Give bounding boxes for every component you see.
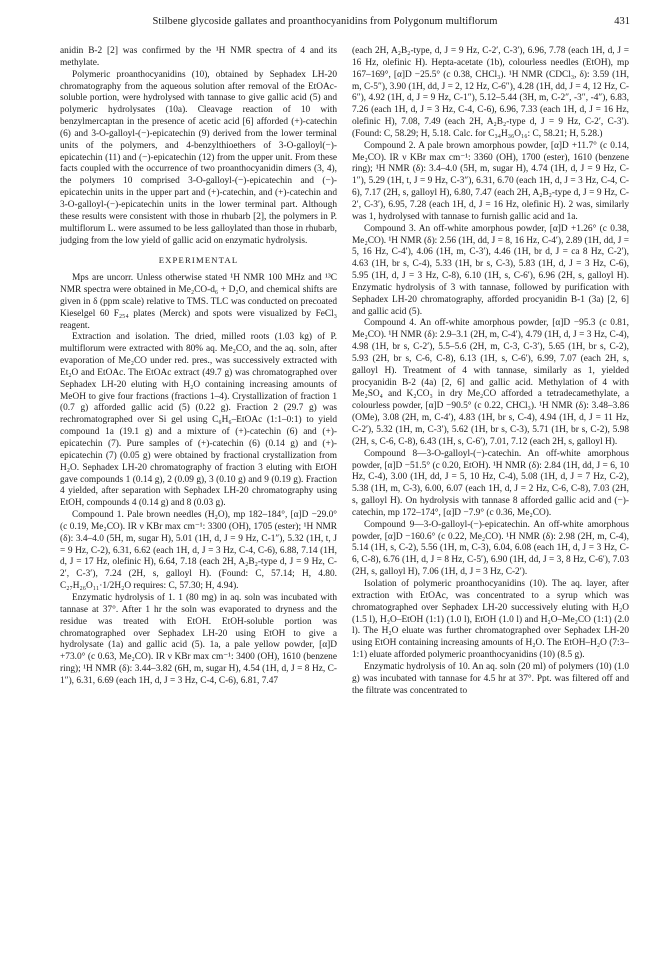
paragraph-compound-2: Compound 2. A pale brown amorphous powder, [α]D +11.7° (c 0.14, Me₂CO). IR ν KBr max cm⁻¹: 3360 (OH), 1700 (ester), 1610 (benzene ring); ¹H NMR (δ): 3.4–4.0 (5H, m, sugar H), 4.74 (1H, d, J = 9 Hz, C-1″), 5.29 (1H, t, J = 9 Hz, C-3″), 6.31, 6.70 (each 1H, d, J = 3 Hz, C-4, C-6), 7.17 (2H, s, galloyl H), 6.80, 7.47 (each 2H, A₂B₂-type d, J = 9 Hz, C-2′, C-3′), 6.95, 7.28 (each 1H, d, J = 16 Hz, olefinic H). 2 was, similarly was 1, hydrolysed with tannase to furnish gallic acid and 1a. bbox=[352, 140, 629, 222]
paragraph-polymeric-proanthocyanidins: Polymeric proanthocyanidins (10), obtained by Sephadex LH-20 chromatography from the aqueous solution after removal of the EtOAc-soluble portion, were hydrolysed with tannase to give gallic acid (5) and polymeric hydrolysates (10a). Cleavage reaction of 10 with benzylmercaptan in the presence of acetic acid [6] afforded (+)-catechin (6) and 3-O-galloyl-(−)-epicatechin (9) derived from the lower terminal units of the polymers, and 4-benzylthioethers of 3-O-galloyl(−)-epicatechin (11) and (−)-epicatechin (12) from the upper unit. From these facts coupled with the occurrence of two proanthocyanidin dimers (3, 4), the polymers 10 comprised 3-O-galloyl-(−)-epicatechin and (−)-epicatechin units in the upper part and (+)-catechin, and (+)-catechin and 3-O-galloyl-(−)-epicatechin units in the lower terminal part. Although these results were consistent with those in rhubarb [2], the polymers in P. multiflorum L. were assumed to be less galloylated than those in rhubarb, judging from the low yield of gallic acid on enzymatic hydrolysis. bbox=[60, 69, 337, 246]
paragraph-hydrolysis-10: Enzymatic hydrolysis of 10. An aq. soln (20 ml) of polymers (10) (1.0 g) was incubated with tannase for 4.5 hr at 37°. Ppt. was filtered off and the filtrate was concentrated to bbox=[352, 661, 629, 696]
paragraph-compound-9: Compound 9—3-O-galloyl-(−)-epicatechin. An off-white amorphous powder, [α]D −160.6° (c 0.22, Me₂CO). ¹H NMR (δ): 2.98 (2H, m, C-4), 5.14 (1H, s, C-2), 5.56 (1H, m, C-3), 6.04, 6.08 (each 1H, d, J = 3 Hz, C-6, C-8), 6.76 (1H, d, J = 8 Hz, C-5′), 6.90 (1H, dd, J = 3, 8 Hz, C-6′), 7.03 (2H, s, galloyl H), 7.06 (1H, d, J = 3 Hz, C-2′). bbox=[352, 519, 629, 578]
running-head: Stilbene glycoside gallates and proanthocyanidins from Polygonum multiflorum bbox=[152, 16, 498, 27]
page-number: 431 bbox=[614, 16, 630, 27]
paragraph-general-methods: Mps are uncorr. Unless otherwise stated ¹H NMR 100 MHz and ¹³C NMR spectra were obtained in Me₂CO-d₆ + D₂O, and chemical shifts are given in δ (ppm scale) relative to TMS. TLC was conducted on precoated Kieselgel 60 F₂₅₄ plates (Merck) and spots were visualized by FeCl₃ reagent. bbox=[60, 273, 337, 331]
paragraph-compound-3: Compound 3. An off-white amorphous powder, [α]D +1.26° (c 0.38, Me₂CO). ¹H NMR (δ): 2.56 (1H, dd, J = 8, 16 Hz, C-4′), 2.89 (1H, dd, J = 5, 16 Hz, C-4′), 4.06 (1H, m, C-3′), 4.46 (1H, br d, J = ca 8 Hz, C-2′), 4.63 (1H, br s, C-4), 5.33 (1H, br s, C-3), 5.83 (1H, d, J = 3 Hz, C-6), 5.95 (1H, d, J = 3 Hz, C-8), 6.10 (1H, s, C-6′), 6.96 (2H, s, galloyl H). Enzymatic hydrolysis of 3 with tannase, followed by purification with Sephadex LH-20 chromatography, afforded procyanidin B-1 (3a) [2, 6] and gallic acid (5). bbox=[352, 223, 629, 317]
paragraph-compound-8: Compound 8—3-O-galloyl-(−)-catechin. An off-white amorphous powder, [α]D −51.5° (c 0.20, EtOH). ¹H NMR (δ): 2.84 (1H, dd, J = 6, 10 Hz, C-4), 3.00 (1H, dd, J = 5, 10 Hz, C-4), 5.08 (1H, d, J = 7 Hz, C-2), 5.38 (1H, m, C-3), 6.00, 6.07 (each 1H, d, J = 2 Hz, C-6, C-8), 7.03 (2H, s, galloyl H). On hydrolysis with tannase 8 afforded gallic acid and (−)-catechin, mp 172–174°, [α]D −7.9° (c 0.36, Me₂CO). bbox=[352, 448, 629, 518]
paragraph-hydrolysis-1: Enzymatic hydrolysis of 1. 1 (80 mg) in aq. soln was incubated with tannase at 37°. After 1 hr the soln was evaporated to dryness and the residue was treated with EtOH. EtOH-soluble portion was chromatographed over Sephadex LH-20 using EtOH to give a hydrolysate (1a) and gallic acid (5). 1a, a pale yellow powder, [α]D +73.0° (c 0.63, Me₂CO). IR ν KBr max cm⁻¹: 3400 (OH), 1610 (benzene ring); ¹H NMR (δ): 3.44–3.82 (6H, m, sugar H), 4.54 (1H, d, J = 8 Hz, C-1″), 6.31, 6.69 (each 1H, d, J = 3 Hz, C-4, C-6), 6.81, 7.47 bbox=[60, 592, 337, 686]
page-header bbox=[60, 16, 630, 32]
paragraph-compound-4: Compound 4. An off-white amorphous powder, [α]D −95.3 (c 0.81, Me₂CO). ¹H NMR (δ): 2.9–3.1 (2H, m, C-4′), 4.79 (1H, d, J = 3 Hz, C-4), 4.98 (1H, br s, C-2′), 5.5–5.6 (2H, m, C-3, C-3′), 5.65 (1H, br s, C-2), 5.93 (2H, br s, C-6, C-8), 6.13 (1H, s, C-6′), 6.99, 7.07 (each 2H, s, galloyl H). Treatment of 4 with tannase, similarly as 1, yielded procyanidin B-2 (4a) [2, 6] and gallic acid. Methylation of 4 with Me₂SO₄ and K₂CO₃ in dry Me₂CO afforded a tetradecamethylate, a colourless powder, [α]D −90.5° (c 0.22, CHCl₃). ¹H NMR (δ): 3.48–3.86 (OMe), 3.08 (2H, m, C-4′), 4.83 (1H, br s, C-4), 4.94 (1H, d, J = 11 Hz, C-2′), 5.32 (1H, m, C-3′), 5.62 (1H, br s, C-3), 5.71 (1H, br s, C-2), 5.98 (2H, s, C-6, C-8), 6.43 (1H, s, C-6′), 7.01, 7.12 (each 2H, s, galloyl H). bbox=[352, 318, 629, 447]
right-column bbox=[352, 46, 629, 697]
paragraph-isolation-polymers: Isolation of polymeric proanthocyanidins (10). The aq. layer, after extraction with EtOAc, was concentrated to a syrup which was chromatographed over Sephadex LH-20 successively eluting with H₂O (1.5 l), H₂O–EtOH (1:1) (1.0 l), EtOH (1.0 l) and H₂O–Me₂CO (1:1) (2.0 l). The H₂O eluate was further chromatographed over Sephadex LH-20 using EtOH containing increasing amounts of H₂O. The EtOH–H₂O (7:3–1:1) eluate afforded polymeric proanthocyanidins (10) (8.5 g). bbox=[352, 578, 629, 661]
paragraph-compound-1: Compound 1. Pale brown needles (H₂O), mp 182–184°, [α]D −29.0° (c 0.19, Me₂CO). IR ν KBr max cm⁻¹: 3300 (OH), 1705 (ester); ¹H NMR (δ): 3.4–4.0 (5H, m, sugar H), 5.01 (1H, d, J = 9 Hz, C-1″), 5.32 (1H, t, J = 9 Hz, C-2), 6.31, 6.62 (each 1H, d, J = 3 Hz, C-4, C-6), 6.88, 7.14 (1H, d, J = 17 Hz, olefinic H), 6.64, 7.18 (each 2H, A₂B₂-type d, J = 9 Hz, C-2′, C-3′), 7.24 (2H, s, galloyl H). (Found: C, 57.14; H, 4.80. C₂₇H₂₆O₁₁·1/2H₂O requires: C, 57.30; H, 4.94). bbox=[60, 510, 337, 592]
section-heading-experimental: EXPERIMENTAL bbox=[158, 255, 239, 266]
left-column bbox=[60, 46, 337, 688]
paragraph-continued: (each 2H, A₂B₂-type, d, J = 9 Hz, C-2′, C-3′), 6.96, 7.78 (each 1H, d, J = 16 Hz, olefinic H). Hepta-acetate (1b), colourless needles (EtOH), mp 167–169°, [α]D −25.5° (c 0.38, CHCl₃). ¹H NMR (CDCl₃, δ): 3.59 (1H, m, C-5″), 3.90 (1H, dd, J = 2, 12 Hz, C-6″), 4.28 (1H, dd, J = 4, 12 Hz, C-6″), 4.92 (1H, d, J = 9 Hz, C-1″), 5.12–5.44 (3H, m, C-2″, -3″, -4″), 6.83, 7.26 (each 1H, d, J = 3 Hz, C-4, C-6), 6.96, 7.33 (each 1H, d, J = 16 Hz, olefinic H), 7.08, 7.49 (each 2H, A₂B₂-type d, J = 9 Hz, C-2′, C-3′). (Found: C, 58.29; H, 5.18. Calc. for C₃₄H₃₆O₁₆: C, 58.21; H, 5.28.) bbox=[352, 46, 629, 139]
paragraph-extraction-isolation: Extraction and isolation. The dried, milled roots (1.03 kg) of P. multiflorum were extracted with 80% aq. Me₂CO, and the aq. soln, after evaporation of Me₂CO under red. pres., was successively extracted with Et₂O and EtOAc. The EtOAc extract (49.7 g) was chromatographed over Sephadex LH-20 eluting with H₂O containing increasing amounts of MeOH to give four fractions (fractions 1–4). Crystallization of fraction 1 (0.7 g) afforded gallic acid (5) (0.22 g). Fraction 2 (29.7 g) was rechromatographed over Si gel using C₆H₆–EtOAc (1:1–0:1) to yield compound 1a (19.1 g) and a mixture of (+)-catechin (6) and (+)-epicatechin (7). Pure samples of (+)-catechin (6) (0.14 g) and (+)-epicatechin (7) (0.05 g) were obtained by fractional crystallization from H₂O. Sephadex LH-20 chromatography of fraction 3 eluting with EtOH gave compounds 1 (0.14 g), 2 (0.09 g), 3 (0.10 g) and 9 (0.19 g). Fraction 4 yielded, after separation with Sephadex LH-20 chromatography using EtOH, compounds 4 (0.14 g) and 8 (0.03 g). bbox=[60, 332, 337, 509]
paragraph-intro-continued: anidin B-2 [2] was confirmed by the ¹H NMR spectra of 4 and its methylate. bbox=[60, 46, 337, 68]
